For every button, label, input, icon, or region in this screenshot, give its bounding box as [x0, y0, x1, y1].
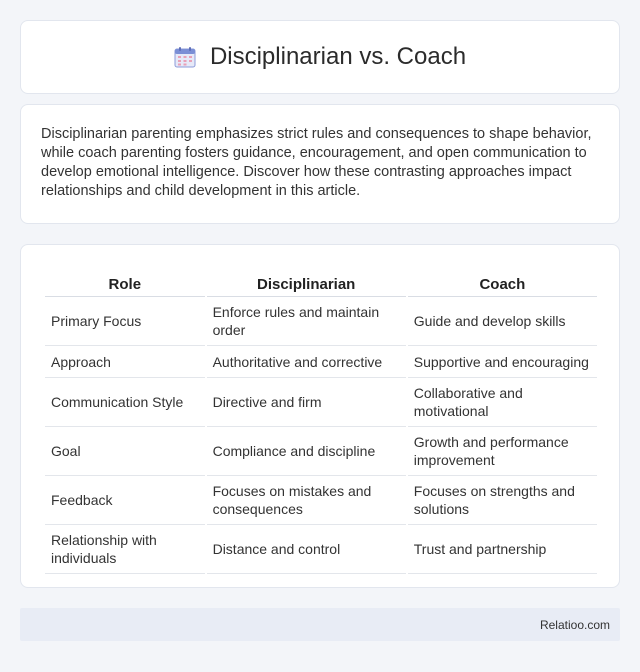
footer: [20, 608, 620, 641]
table-cell: Supportive and encouraging: [408, 346, 597, 378]
table-row: [45, 525, 597, 574]
table-cell: Goal: [45, 427, 205, 476]
table-row: [45, 297, 597, 346]
table-cell: Focuses on strengths and solutions: [408, 476, 597, 525]
table-row: [45, 346, 597, 378]
table-cell: Guide and develop skills: [408, 297, 597, 346]
column-header-disciplinarian: Disciplinarian: [207, 265, 406, 297]
table-cell: Focuses on mistakes and consequences: [207, 476, 406, 525]
comparison-table-card: [20, 244, 620, 588]
table-cell: Growth and performance improvement: [408, 427, 597, 476]
comparison-table: [43, 265, 599, 574]
table-row: [45, 427, 597, 476]
intro-card: [20, 104, 620, 224]
table-cell: Feedback: [45, 476, 205, 525]
calendar-icon: [174, 46, 196, 68]
table-cell: Distance and control: [207, 525, 406, 574]
table-header-row: [45, 265, 597, 297]
table-cell: Authoritative and corrective: [207, 346, 406, 378]
footer-brand-link[interactable]: Relatioo.com: [539, 618, 610, 632]
table-cell: Collaborative and motivational: [408, 378, 597, 427]
column-header-role: Role: [45, 265, 205, 297]
intro-text: Disciplinarian parenting emphasizes strict rules and consequences to shape behavior, while coach parenting fosters guidance, encouragement, and open communication to develop emotional intelligence. Discover how these contrasting approaches impact relationships and child development in this article.: [41, 126, 592, 199]
table-cell: Approach: [45, 346, 205, 378]
table-cell: Trust and partnership: [408, 525, 597, 574]
table-cell: Enforce rules and maintain order: [207, 297, 406, 346]
table-cell: Communication Style: [45, 378, 205, 427]
column-header-coach: Coach: [408, 265, 597, 297]
table-cell: Directive and firm: [207, 378, 406, 427]
table-cell: Primary Focus: [45, 297, 205, 346]
table-row: [45, 476, 597, 525]
table-row: [45, 378, 597, 427]
table-cell: Relationship with individuals: [45, 525, 205, 574]
title-card: [20, 20, 620, 94]
table-cell: Compliance and discipline: [207, 427, 406, 476]
page-title: Disciplinarian vs. Coach: [209, 43, 467, 70]
